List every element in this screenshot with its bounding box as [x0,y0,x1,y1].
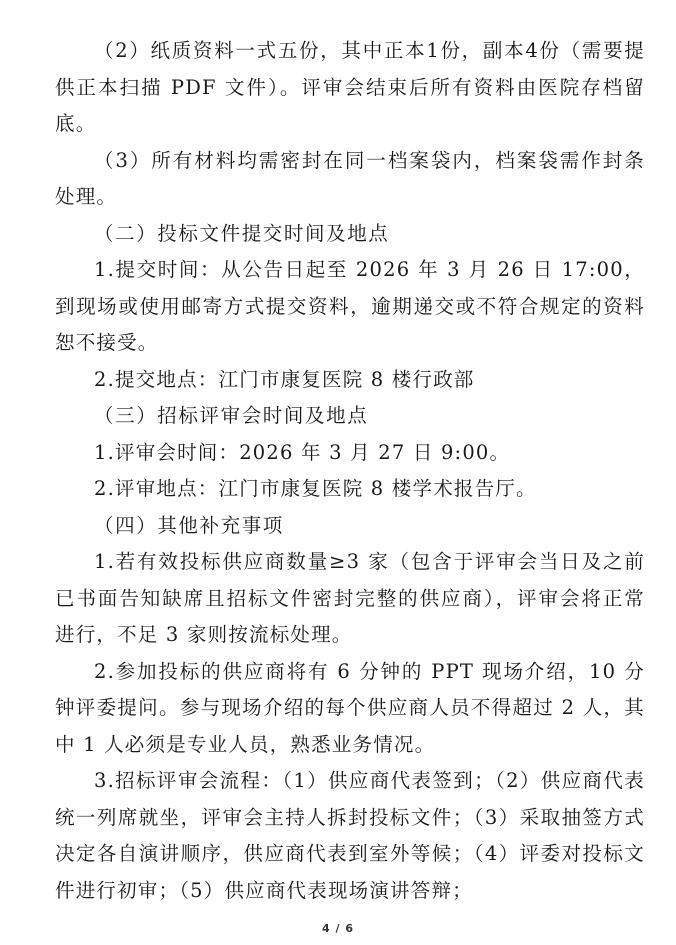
paragraph-review-time: 1.评审会时间：2026 年 3 月 27 日 9:00。 [94,440,511,464]
document-body [55,33,645,909]
paragraph-submission-time: 1.提交时间：从公告日起至 2026 年 3 月 26 日 17:00，到现场或使用邮寄方式提交资料，逾期递交或不符合规定的资料恕不接受。 [55,258,645,354]
section-heading-submission: （二）投标文件提交时间及地点 [94,221,390,245]
paragraph-submission-location: 2.提交地点：江门市康复医院 8 楼行政部 [94,367,475,391]
page-number: 4 / 6 [322,922,354,935]
paragraph-ppt-presentation: 2.参加投标的供应商将有 6 分钟的 PPT 现场介绍，10 分钟评委提问。参与现场介绍的每个供应商人员不得超过 2 人，其中 1 人必须是专业人员，熟悉业务情况。 [55,659,645,756]
paragraph-review-process: 3.招标评审会流程：（1）供应商代表签到；（2）供应商代表统一列席就坐，评审会主持人拆封投标文件；（3）采取抽签方式决定各自演讲顺序，供应商代表到室外等候；（4）评委对投标文件进行初审；（5）供应商代表现场演讲答辩； [55,769,645,902]
paragraph-supplier-count: 1.若有效投标供应商数量≥3 家（包含于评审会当日及之前已书面告知缺席且招标文件密封完整的供应商），评审会将正常进行，不足 3 家则按流标处理。 [55,550,645,646]
paragraph-paper-copies: （2）纸质资料一式五份，其中正本1份，副本4份（需要提供正本扫描 PDF 文件）。评审会结束后所有资料由医院存档留底。 [55,39,645,135]
paragraph-review-location: 2.评审地点：江门市康复医院 8 楼学术报告厅。 [94,477,537,500]
paragraph-sealing: （3）所有材料均需密封在同一档案袋内，档案袋需作封条处理。 [55,148,645,208]
section-heading-other-matters: （四）其他补充事项 [94,513,284,537]
section-heading-review-meeting: （三）招标评审会时间及地点 [94,404,369,427]
